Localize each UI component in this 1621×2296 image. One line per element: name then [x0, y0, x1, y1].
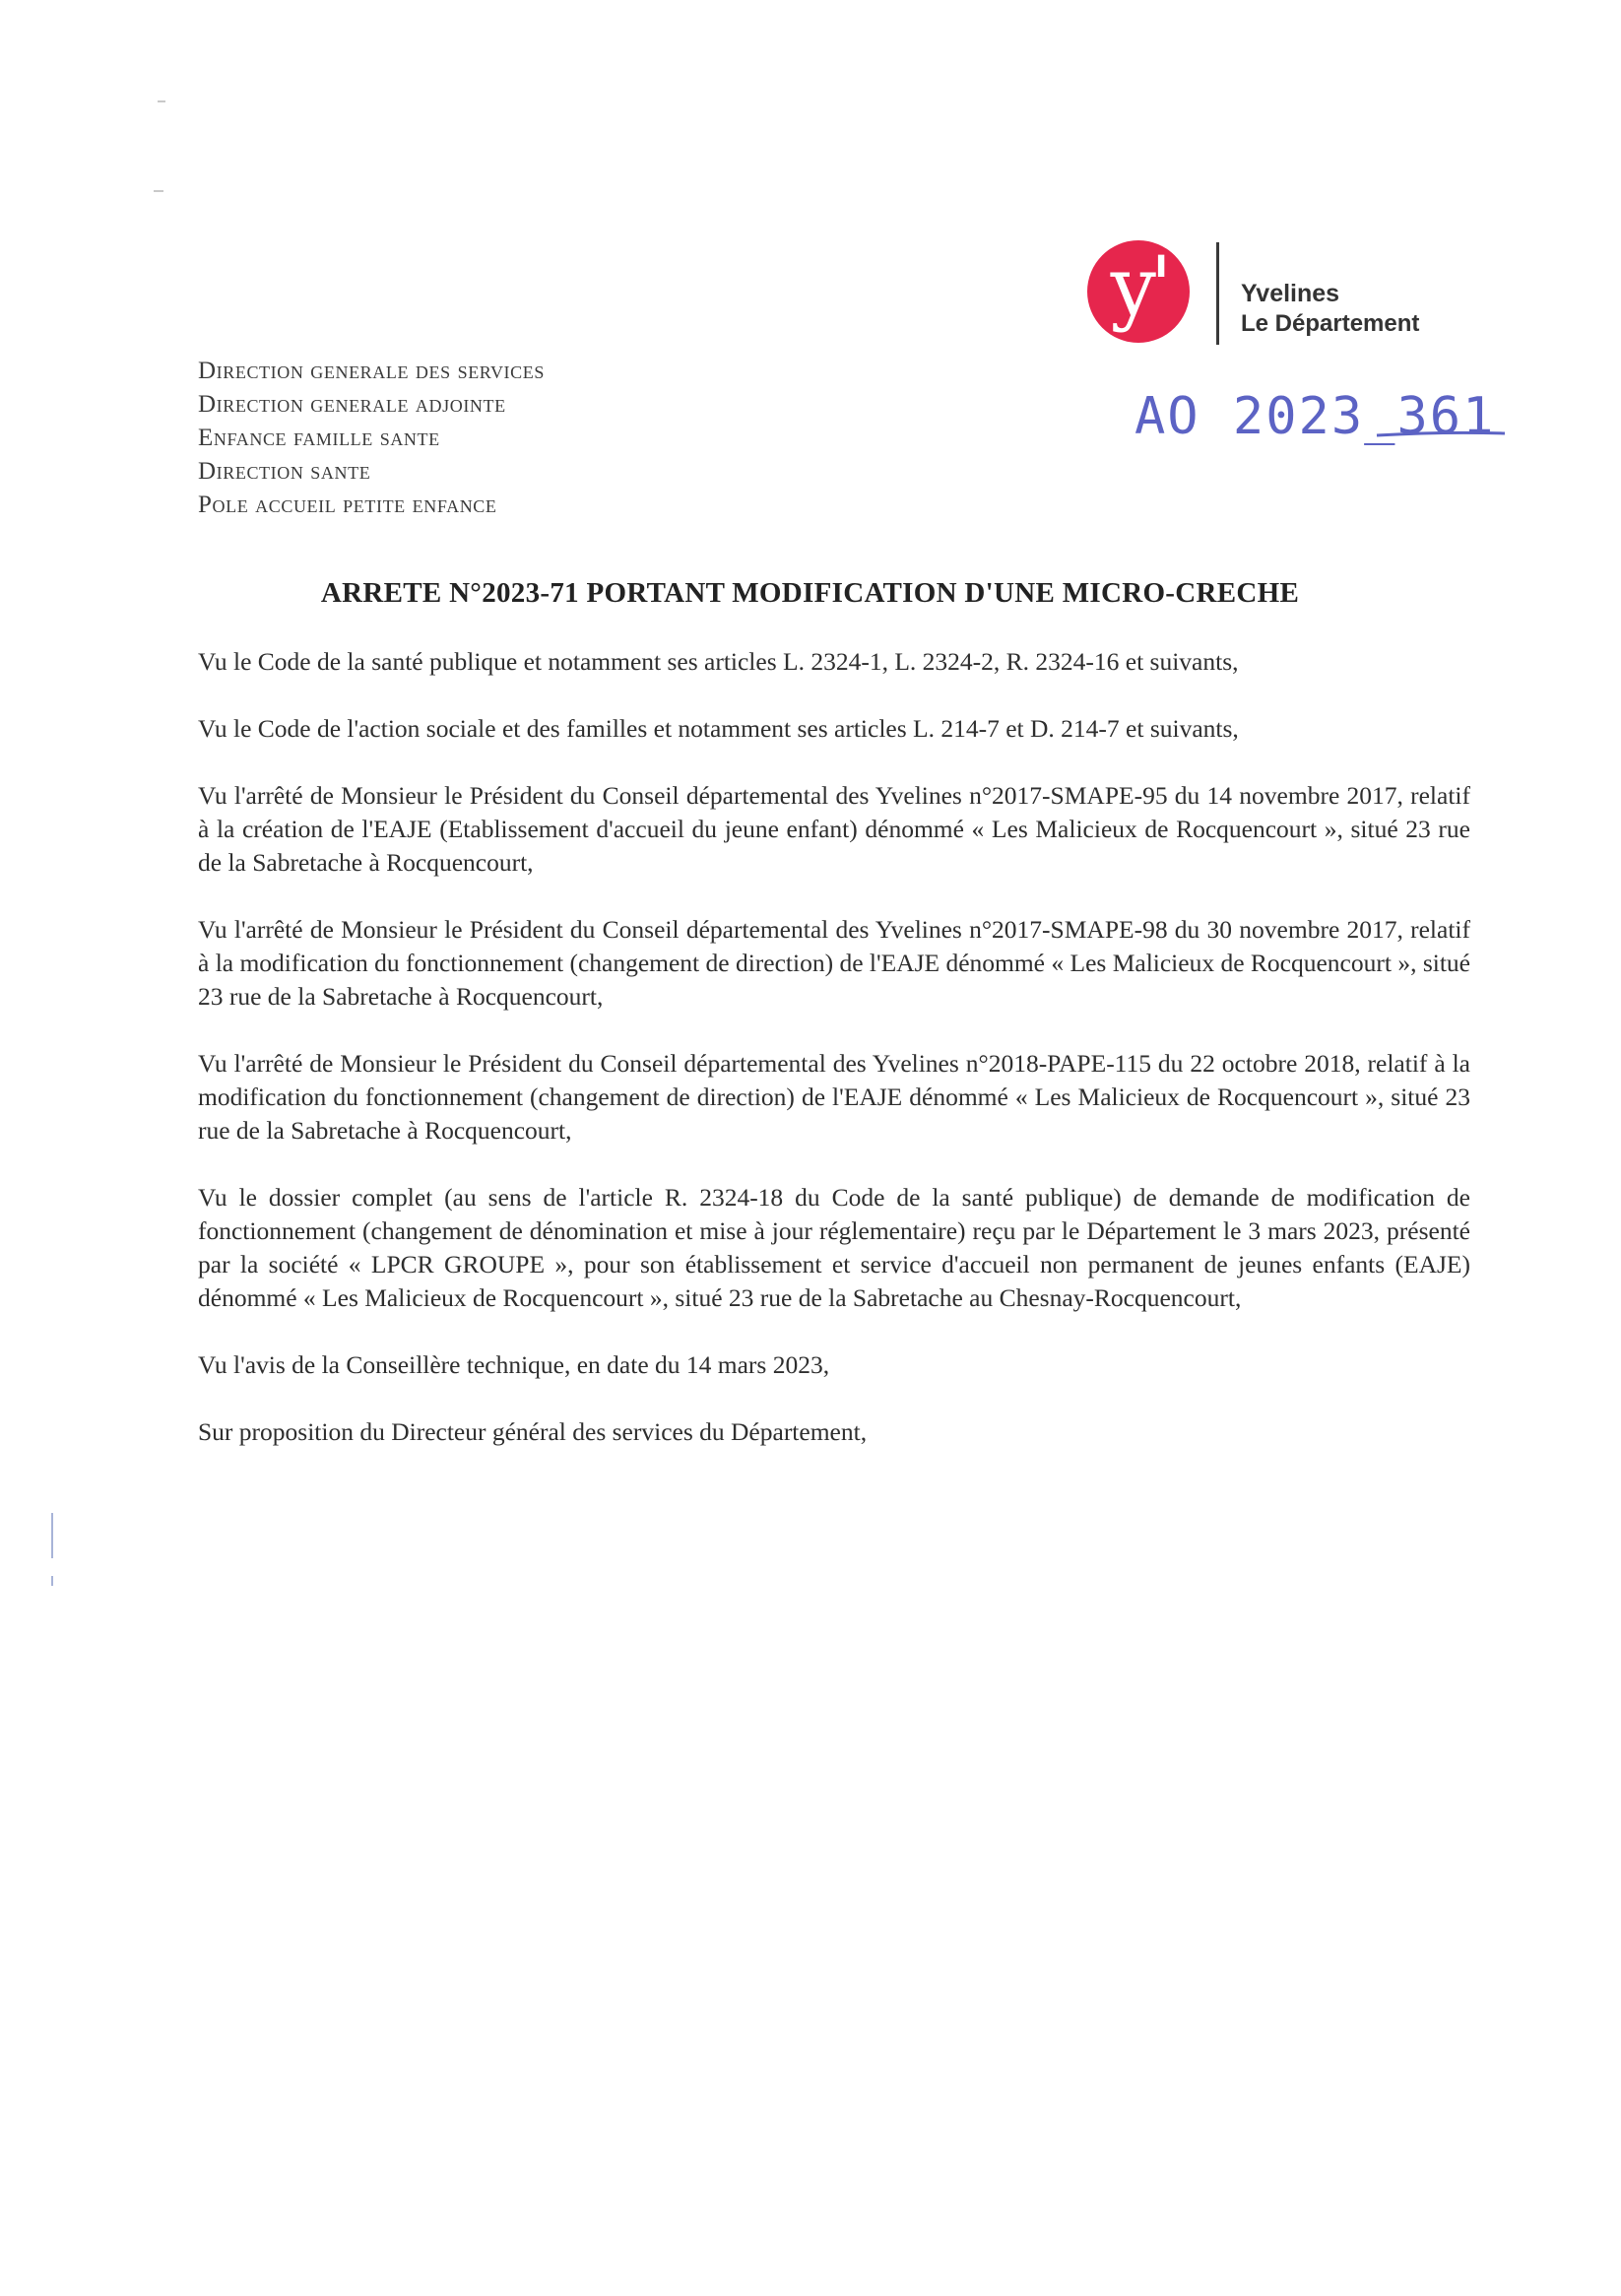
sender-line: Direction generale adjointe	[198, 391, 506, 418]
paragraph: Vu l'arrêté de Monsieur le Président du Conseil départemental des Yvelines n°2017-SMAPE-98 du 30 novembre 2017, relatif à la modification du fonctionnement (changement de direction) de l'EAJE dénommé « Les Malicieux de Rocquencourt », situé 23 rue de la Sabretache à Rocquencourt,	[198, 915, 1470, 1011]
paragraph: Vu le Code de l'action sociale et des familles et notamment ses articles L. 214-7 et D. 214-7 et suivants,	[198, 714, 1239, 743]
sender-line: Enfance famille sante	[198, 425, 440, 451]
scan-artifact	[51, 1576, 53, 1586]
logo-subtitle: Le Département	[1241, 310, 1420, 337]
document-title: ARRETE N°2023-71 PORTANT MODIFICATION D'UNE MICRO-CRECHE	[320, 577, 1300, 609]
handwritten-reference	[1131, 382, 1524, 451]
logo-divider	[1216, 242, 1219, 345]
paragraph: Sur proposition du Directeur général des services du Département,	[198, 1417, 868, 1446]
sender-line: Direction generale des services	[198, 358, 545, 384]
document-body	[198, 645, 1470, 1482]
scan-artifact	[154, 190, 163, 192]
scan-artifact	[158, 100, 165, 102]
paragraph: Vu le dossier complet (au sens de l'article R. 2324-18 du Code de la santé publique) de demande de modification de fonctionnement (changement de dénomination et mise à jour réglementaire) reçu par le Département le 3 mars 2023, présenté par la société « LPCR GROUPE », pour son établissement et service d'accueil non permanent de jeunes enfants (EAJE) dénommé « Les Malicieux de Rocquencourt », situé 23 rue de la Sabretache au Chesnay-Rocquencourt,	[198, 1183, 1470, 1312]
scan-artifact	[51, 1513, 53, 1558]
logo-name: Yvelines	[1241, 280, 1340, 307]
sender-line: Pole accueil petite enfance	[198, 492, 497, 518]
sender-line: Direction sante	[198, 458, 371, 485]
paragraph: Vu l'arrêté de Monsieur le Président du Conseil départemental des Yvelines n°2018-PAPE-115 du 22 octobre 2018, relatif à la modification du fonctionnement (changement de direction) de l'EAJE dénommé « Les Malicieux de Rocquencourt », situé 23 rue de la Sabretache à Rocquencourt,	[198, 1049, 1470, 1145]
logo-mark: y'	[1110, 240, 1167, 334]
paragraph: Vu l'avis de la Conseillère technique, en date du 14 mars 2023,	[198, 1350, 830, 1379]
sender-block	[198, 355, 545, 522]
paragraph: Vu l'arrêté de Monsieur le Président du Conseil départemental des Yvelines n°2017-SMAPE-95 du 14 novembre 2017, relatif à la création de l'EAJE (Etablissement d'accueil du jeune enfant) dénommé « Les Malicieux de Rocquencourt », situé 23 rue de la Sabretache à Rocquencourt,	[198, 781, 1470, 877]
paragraph: Vu le Code de la santé publique et notamment ses articles L. 2324-1, L. 2324-2, R. 2324-16 et suivants,	[198, 647, 1239, 676]
handwritten-reference-text: AO 2023_361	[1135, 387, 1496, 446]
yvelines-logo	[1087, 240, 1442, 349]
